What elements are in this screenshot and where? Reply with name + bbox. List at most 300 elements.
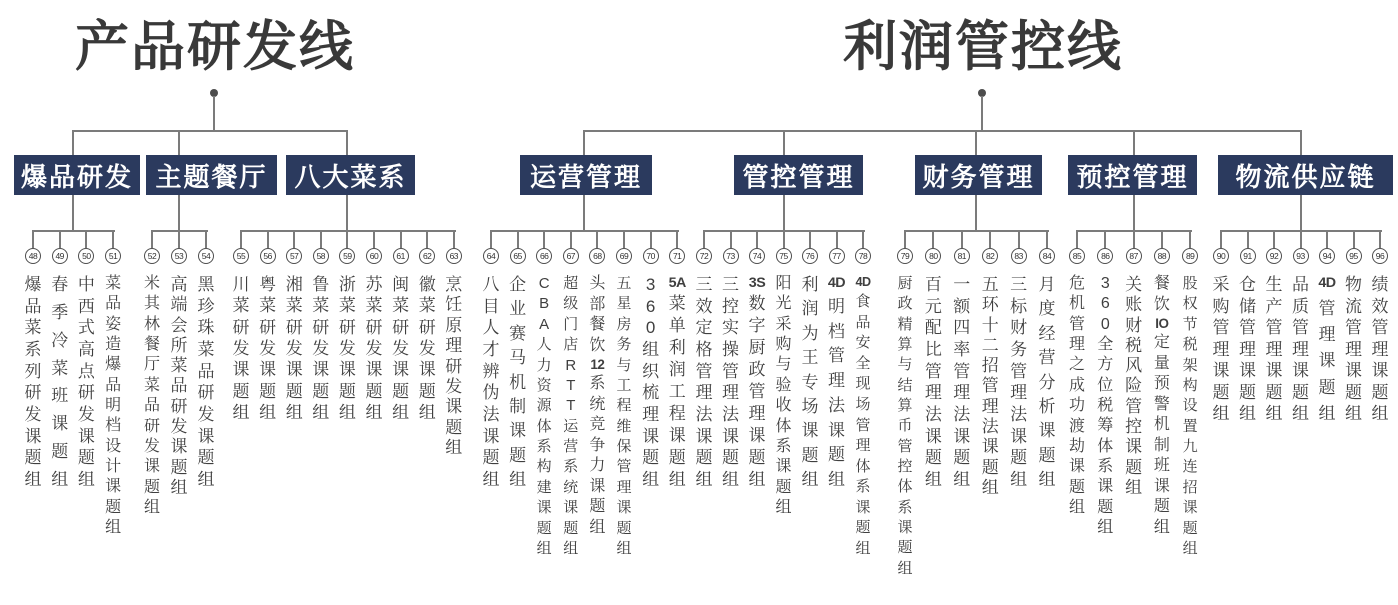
topic-char: 专 — [801, 372, 819, 392]
topic-char: 设 — [105, 437, 122, 455]
topic-char: 伪 — [482, 383, 500, 403]
topic-column — [1237, 276, 1259, 422]
topic-char: 课 — [589, 477, 606, 495]
topic-char: 会 — [170, 315, 188, 335]
topic-char: 课 — [1239, 361, 1256, 380]
item-number-badge: 53 — [171, 248, 187, 264]
topic-char: 危 — [1068, 275, 1085, 292]
item-number-badge: 96 — [1372, 248, 1388, 264]
topic-char: 闽 — [392, 275, 410, 294]
topic-char: 组 — [1292, 404, 1309, 423]
topic-char: 菜 — [24, 318, 42, 338]
topic-char: 题 — [1153, 498, 1170, 516]
topic-char: 题 — [589, 498, 606, 516]
topic-char: 管 — [695, 361, 713, 381]
topic-char: 研 — [170, 396, 188, 416]
topic-char: 组 — [285, 402, 303, 422]
topic-char: 工 — [668, 382, 686, 402]
topic-char: 组 — [855, 539, 871, 557]
topic-char: 组 — [338, 402, 356, 422]
topic-char: 法 — [953, 404, 971, 424]
topic-char: 研 — [259, 317, 277, 337]
topic-char: 理 — [1318, 324, 1336, 344]
topic-char: 源 — [536, 397, 552, 415]
topic-char: 发 — [197, 404, 215, 424]
topic-column — [336, 276, 358, 421]
topic-char: 题 — [695, 448, 713, 468]
connector-tick — [1379, 230, 1381, 248]
topic-char: 经 — [1038, 323, 1056, 343]
topic-char: 才 — [482, 339, 500, 359]
topic-char: 管 — [748, 382, 766, 402]
topic-char: 明 — [828, 296, 845, 316]
topic-char: 题 — [197, 448, 215, 468]
topic-char: 八 — [482, 275, 500, 294]
topic-char: 造 — [105, 335, 122, 353]
topic-char: 管 — [1265, 318, 1283, 337]
item-number-badge: 73 — [723, 248, 739, 264]
topic-char: 珍 — [197, 296, 215, 316]
connector-stub — [1133, 195, 1135, 230]
connector-group-rail — [704, 230, 865, 232]
topic-char: 管 — [953, 361, 971, 381]
topic-char: 组 — [616, 539, 632, 557]
topic-char: 生 — [1265, 275, 1283, 294]
topic-char: 组 — [897, 559, 913, 577]
topic-char: 组 — [536, 539, 552, 557]
topic-char: 人 — [482, 318, 500, 338]
topic-char: 课 — [259, 360, 277, 380]
topic-char: 理 — [981, 396, 999, 416]
topic-char: 高 — [170, 275, 188, 294]
topic-char: 储 — [1239, 296, 1256, 316]
topic-char: 管 — [1212, 318, 1230, 337]
topic-char: 系 — [855, 478, 871, 496]
topic-column — [852, 276, 874, 556]
connector-tick — [809, 230, 811, 248]
topic-column — [666, 276, 688, 488]
topic-char: 课 — [855, 498, 871, 516]
topic-char: 菜 — [197, 339, 215, 359]
topic-char: 星 — [616, 295, 632, 313]
category-label: 预控管理 — [1076, 161, 1189, 192]
topic-char: 量 — [1153, 354, 1170, 372]
topic-char: 物 — [1345, 275, 1362, 294]
category-label: 管控管理 — [742, 161, 855, 192]
item-number-badge: 75 — [776, 248, 792, 264]
topic-char: 体 — [855, 457, 871, 475]
topic-char: 4D — [827, 275, 846, 291]
topic-char: 川 — [232, 275, 250, 294]
topic-char: 烹 — [445, 275, 463, 294]
topic-char: 组 — [392, 402, 410, 422]
topic-char: 资 — [536, 376, 552, 394]
topic-column — [507, 276, 529, 488]
connector-stub — [783, 195, 785, 230]
connector-group-rail — [1221, 230, 1382, 232]
topic-char: 课 — [1212, 361, 1230, 380]
topic-char: 风 — [1125, 356, 1143, 376]
topic-char: 赛 — [509, 323, 527, 343]
topic-char: 织 — [642, 361, 660, 381]
topic-char: 题 — [24, 448, 42, 468]
connector-drop — [178, 130, 180, 155]
connector-group-rail — [241, 230, 456, 232]
topic-char: 管 — [1125, 396, 1143, 416]
topic-char: 组 — [1182, 539, 1198, 557]
topic-char: 招 — [1182, 478, 1198, 496]
topic-char: 组 — [981, 477, 999, 497]
topic-char: 管 — [1010, 361, 1028, 381]
connector-group-rail — [905, 230, 1049, 232]
topic-column — [22, 276, 44, 488]
topic-char: 场 — [801, 396, 819, 416]
topic-char: 体 — [536, 417, 552, 435]
connector-drop — [975, 130, 977, 155]
topic-char: 门 — [563, 315, 579, 333]
topic-column — [1210, 276, 1232, 422]
topic-char: 比 — [924, 339, 942, 359]
topic-char: 题 — [1371, 382, 1389, 402]
item-number-badge: 64 — [483, 248, 499, 264]
topic-char: 发 — [365, 338, 383, 358]
topic-char: 题 — [748, 448, 766, 468]
topic-char: 管 — [616, 458, 632, 476]
connector-tick — [836, 230, 838, 248]
topic-char: 春 — [51, 275, 69, 294]
topic-char: 组 — [1265, 404, 1283, 423]
item-number-badge: 66 — [536, 248, 552, 264]
connector-tick — [862, 230, 864, 248]
connector-tick — [1326, 230, 1328, 248]
connector-tick — [703, 230, 705, 248]
topic-char: 题 — [312, 381, 330, 401]
topic-char: 采 — [1212, 275, 1230, 294]
topic-char: 质 — [1292, 296, 1309, 316]
topic-char: 题 — [259, 381, 277, 401]
topic-char: 三 — [695, 275, 713, 294]
topic-char: 法 — [828, 395, 845, 415]
topic-char: 原 — [445, 315, 463, 335]
item-number-badge: 67 — [563, 248, 579, 264]
topic-column — [75, 276, 97, 488]
topic-char: 劫 — [1068, 437, 1085, 455]
topic-char: 收 — [775, 397, 792, 415]
topic-char: 三 — [722, 275, 739, 294]
connector-tick — [783, 230, 785, 248]
topic-char: 管 — [722, 361, 739, 381]
topic-column — [1123, 276, 1145, 496]
item-number-badge: 83 — [1011, 248, 1027, 264]
topic-char: 浙 — [338, 275, 356, 294]
connector-tick — [426, 230, 428, 248]
topic-char: 润 — [668, 360, 686, 380]
topic-column — [310, 276, 332, 421]
topic-char: 结 — [897, 376, 913, 394]
topic-char: 理 — [722, 383, 739, 403]
connector-tick — [1133, 230, 1135, 248]
topic-char: 题 — [1010, 448, 1028, 468]
topic-char: 题 — [105, 498, 122, 516]
topic-column — [586, 276, 608, 536]
topic-char: 之 — [1068, 356, 1085, 374]
connector-tick — [373, 230, 375, 248]
item-number-badge: 62 — [419, 248, 435, 264]
connector-tick — [1076, 230, 1078, 248]
topic-char: 利 — [801, 275, 819, 294]
topic-char: 发 — [285, 338, 303, 358]
connector-stem — [213, 96, 215, 131]
topic-char: 课 — [1371, 361, 1389, 380]
topic-char: 题 — [509, 445, 527, 465]
item-number-badge: 56 — [260, 248, 276, 264]
topic-char: 菜 — [365, 296, 383, 316]
topic-char: 黑 — [197, 275, 215, 294]
connector-drop — [346, 130, 348, 155]
topic-char: 课 — [365, 360, 383, 380]
item-number-badge: 79 — [897, 248, 913, 264]
topic-char: 工 — [616, 376, 632, 394]
connector-tick — [1104, 230, 1106, 248]
topic-char: 组 — [1097, 518, 1114, 536]
topic-char: IO — [1155, 316, 1169, 332]
topic-char: 课 — [24, 426, 42, 446]
connector-group-rail — [152, 230, 208, 232]
connector-tick — [293, 230, 295, 248]
topic-char: 系 — [563, 458, 579, 476]
topic-char: 课 — [143, 458, 160, 476]
item-number-badge: 58 — [313, 248, 329, 264]
topic-char: 标 — [1010, 296, 1028, 316]
topic-char: 其 — [143, 295, 160, 313]
topic-char: 店 — [563, 336, 579, 354]
topic-char: 题 — [338, 381, 356, 401]
topic-char: 发 — [170, 417, 188, 437]
topic-char: 研 — [24, 383, 42, 403]
topic-char: 组 — [953, 469, 971, 489]
topic-char: 组 — [143, 498, 160, 516]
connector-tick — [320, 230, 322, 248]
topic-char: 课 — [1345, 361, 1362, 380]
topic-char: 系 — [589, 375, 606, 393]
topic-char: 题 — [1292, 382, 1309, 402]
topic-column — [1290, 276, 1312, 422]
topic-char: T — [566, 397, 576, 415]
topic-char: 组 — [170, 477, 188, 497]
topic-char: 研 — [365, 317, 383, 337]
topic-char: 管 — [1345, 318, 1362, 337]
topic-char: 研 — [197, 383, 215, 403]
topic-char: 课 — [418, 360, 436, 380]
topic-char: 6 — [645, 296, 656, 316]
topic-char: 头 — [589, 275, 606, 292]
item-number-badge: 70 — [643, 248, 659, 264]
topic-char: 九 — [1182, 438, 1198, 455]
topic-char: 润 — [801, 299, 819, 319]
topic-char: 题 — [143, 478, 160, 496]
topic-char: 组 — [1068, 498, 1085, 516]
connector-tick — [756, 230, 758, 248]
topic-char: 筹 — [1097, 417, 1114, 435]
topic-char: 课 — [105, 478, 122, 496]
topic-char: 课 — [1153, 477, 1170, 495]
item-number-badge: 63 — [446, 248, 462, 264]
item-number-badge: 74 — [749, 248, 765, 264]
item-number-badge: 54 — [198, 248, 214, 264]
topic-char: 姿 — [105, 315, 122, 333]
item-number-badge: 48 — [25, 248, 41, 264]
topic-char: 题 — [616, 519, 632, 537]
topic-char: 成 — [1068, 376, 1085, 394]
topic-char: 一 — [953, 275, 971, 294]
topic-char: 企 — [509, 275, 527, 294]
topic-column — [257, 276, 279, 421]
connector-stub — [346, 195, 348, 230]
topic-char: 实 — [722, 318, 739, 338]
category-box — [1218, 155, 1393, 195]
topic-char: 光 — [775, 295, 792, 313]
topic-char: 仓 — [1239, 275, 1256, 294]
topic-char: 题 — [775, 478, 792, 496]
connector-tick — [267, 230, 269, 248]
topic-char: 与 — [775, 356, 792, 374]
topic-char: 列 — [24, 361, 42, 381]
topic-char: 端 — [170, 295, 188, 315]
topic-char: 房 — [616, 315, 632, 333]
item-number-badge: 95 — [1346, 248, 1362, 264]
topic-char: 发 — [77, 404, 95, 424]
topic-char: A — [539, 315, 550, 333]
topic-char: 月 — [1038, 275, 1056, 294]
item-number-badge: 94 — [1319, 248, 1335, 264]
topic-char: 题 — [170, 457, 188, 477]
topic-char: 档 — [105, 417, 122, 435]
topic-char: 组 — [1212, 404, 1230, 423]
topic-column — [720, 276, 742, 488]
topic-char: 现 — [855, 375, 871, 393]
topic-char: 题 — [1345, 382, 1362, 402]
topic-char: 运 — [563, 417, 579, 435]
topic-char: 题 — [924, 448, 942, 468]
topic-char: 研 — [312, 317, 330, 337]
category-box — [14, 155, 140, 195]
topic-char: 课 — [1318, 351, 1336, 371]
topic-char: 课 — [981, 437, 999, 457]
topic-char: 全 — [855, 354, 871, 372]
topic-char: 课 — [1068, 458, 1085, 476]
topic-char: 5A — [668, 275, 686, 291]
topic-char: 管 — [897, 437, 913, 455]
topic-char: 验 — [775, 376, 792, 394]
topic-char: 品 — [24, 296, 42, 316]
item-number-badge: 81 — [954, 248, 970, 264]
topic-char: 题 — [232, 381, 250, 401]
topic-char: 组 — [232, 402, 250, 422]
topic-char: 理 — [1371, 339, 1389, 359]
topic-column — [533, 276, 555, 556]
topic-char: 理 — [1239, 339, 1256, 359]
connector-stub — [178, 195, 180, 230]
item-number-badge: 71 — [669, 248, 685, 264]
topic-char: 效 — [1371, 296, 1389, 316]
topic-char: 控 — [722, 296, 739, 316]
topic-column — [1066, 276, 1088, 516]
topic-char: 统 — [589, 395, 606, 413]
topic-char: 安 — [855, 334, 871, 352]
topic-char: 组 — [589, 519, 606, 536]
topic-char: 题 — [855, 519, 871, 537]
topic-column — [560, 276, 582, 556]
category-label: 主题餐厅 — [155, 161, 268, 192]
item-number-badge: 59 — [339, 248, 355, 264]
connector-tick — [1018, 230, 1020, 248]
topic-char: 组 — [418, 402, 436, 422]
topic-char: 课 — [1265, 361, 1283, 380]
topic-char: 理 — [1345, 339, 1362, 359]
topic-column — [416, 276, 438, 421]
topic-char: 菜 — [170, 356, 188, 376]
topic-char: 二 — [981, 335, 999, 355]
topic-column — [102, 276, 124, 536]
topic-char: 法 — [482, 404, 500, 424]
topic-char: 品 — [170, 376, 188, 396]
topic-char: 菜 — [418, 296, 436, 316]
connector-drop — [583, 130, 585, 155]
connector-tick — [151, 230, 153, 248]
topic-char: 流 — [1345, 296, 1362, 316]
topic-char: 题 — [1038, 445, 1056, 465]
topic-char: 所 — [170, 335, 188, 355]
topic-char: 营 — [563, 438, 579, 455]
topic-char: 课 — [924, 426, 942, 446]
topic-char: 机 — [1068, 295, 1085, 313]
topic-char: 理 — [828, 371, 845, 391]
topic-char: 6 — [1100, 295, 1110, 313]
topic-char: 股 — [1182, 275, 1198, 292]
topic-char: 梳 — [642, 383, 660, 403]
topic-char: 课 — [338, 360, 356, 380]
topic-char: 组 — [105, 518, 122, 536]
topic-char: 组 — [24, 469, 42, 489]
topic-char: 程 — [668, 404, 686, 424]
topic-char: 算 — [897, 397, 913, 415]
item-number-badge: 68 — [589, 248, 605, 264]
topic-char: 课 — [563, 499, 579, 517]
topic-char: 管 — [1371, 318, 1389, 337]
topic-char: 组 — [1345, 404, 1362, 423]
topic-char: 程 — [616, 397, 632, 415]
topic-char: 题 — [392, 381, 410, 401]
item-number-badge: 90 — [1213, 248, 1229, 264]
topic-char: 餐 — [143, 336, 160, 354]
item-number-badge: 89 — [1182, 248, 1198, 264]
category-label: 爆品研发 — [20, 161, 133, 192]
topic-char: 爆 — [105, 356, 122, 374]
topic-char: 研 — [232, 317, 250, 337]
connector-tick — [1353, 230, 1355, 248]
item-number-badge: 87 — [1126, 248, 1142, 264]
topic-char: 税 — [1125, 335, 1143, 355]
connector-tick — [453, 230, 455, 248]
topic-char: 五 — [981, 275, 999, 294]
topic-char: 建 — [536, 478, 552, 496]
topic-char: 组 — [695, 469, 713, 489]
topic-char: 定 — [695, 318, 713, 338]
topic-char: 课 — [1038, 421, 1056, 441]
connector-tick — [59, 230, 61, 248]
connector-drop — [783, 130, 785, 155]
topic-char: 课 — [285, 360, 303, 380]
